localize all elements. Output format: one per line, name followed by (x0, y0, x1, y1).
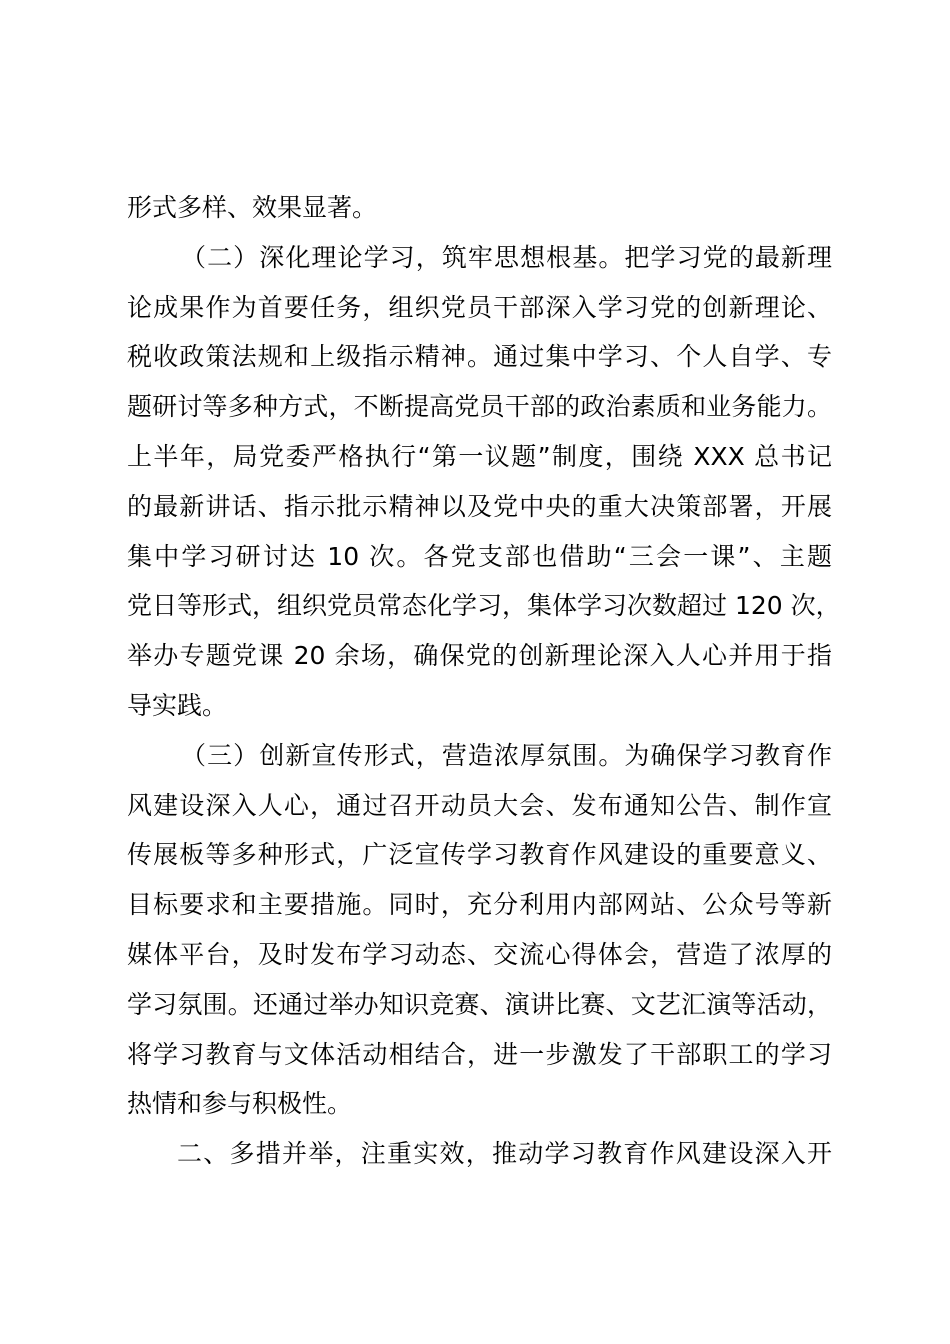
text-line: 风建设深入人心，通过召开动员大会、发布通知公告、制作宣 (127, 790, 832, 820)
text-line: 热情和参与积极性。 (127, 1089, 353, 1119)
text-line: 学习氛围。还通过举办知识竞赛、演讲比赛、文艺汇演等活动， (127, 989, 832, 1019)
text-line: 论成果作为首要任务，组织党员干部深入学习党的创新理论、 (127, 292, 832, 322)
text-line: 形式多样、效果显著。 (127, 193, 378, 222)
section-heading: 二、多措并举，注重实效，推动学习教育作风建设深入开 (177, 1139, 832, 1169)
text-line: 党日等形式，组织党员常态化学习，集体学习次数超过 120 次， (127, 591, 841, 621)
document-body (127, 183, 841, 1179)
text-line: 传展板等多种形式，广泛宣传学习教育作风建设的重要意义、 (127, 840, 832, 870)
text-line: 将学习教育与文体活动相结合，进一步激发了干部职工的学习 (127, 1039, 832, 1069)
paragraph-heading-line: （三）创新宣传形式，营造浓厚氛围。为确保学习教育作 (181, 740, 832, 770)
text-line: 题研讨等多种方式，不断提高党员干部的政治素质和业务能力。 (127, 392, 832, 422)
text-line: 上半年，局党委严格执行“第一议题”制度，围绕 XXX 总书记 (127, 441, 832, 471)
text-line: 的最新讲话、指示批示精神以及党中央的重大决策部署，开展 (127, 491, 832, 521)
text-line: 集中学习研讨达 10 次。各党支部也借助“三会一课”、主题 (127, 541, 832, 571)
text-line: 税收政策法规和上级指示精神。通过集中学习、个人自学、专 (127, 342, 832, 372)
text-line: 举办专题党课 20 余场，确保党的创新理论深入人心并用于指 (127, 641, 832, 671)
text-line: 目标要求和主要措施。同时，充分利用内部网站、公众号等新 (127, 890, 832, 920)
text-line: 媒体平台，及时发布学习动态、交流心得体会，营造了浓厚的 (127, 939, 832, 969)
paragraph-heading-line: （二）深化理论学习，筑牢思想根基。把学习党的最新理 (181, 242, 832, 272)
text-line: 导实践。 (127, 690, 228, 720)
